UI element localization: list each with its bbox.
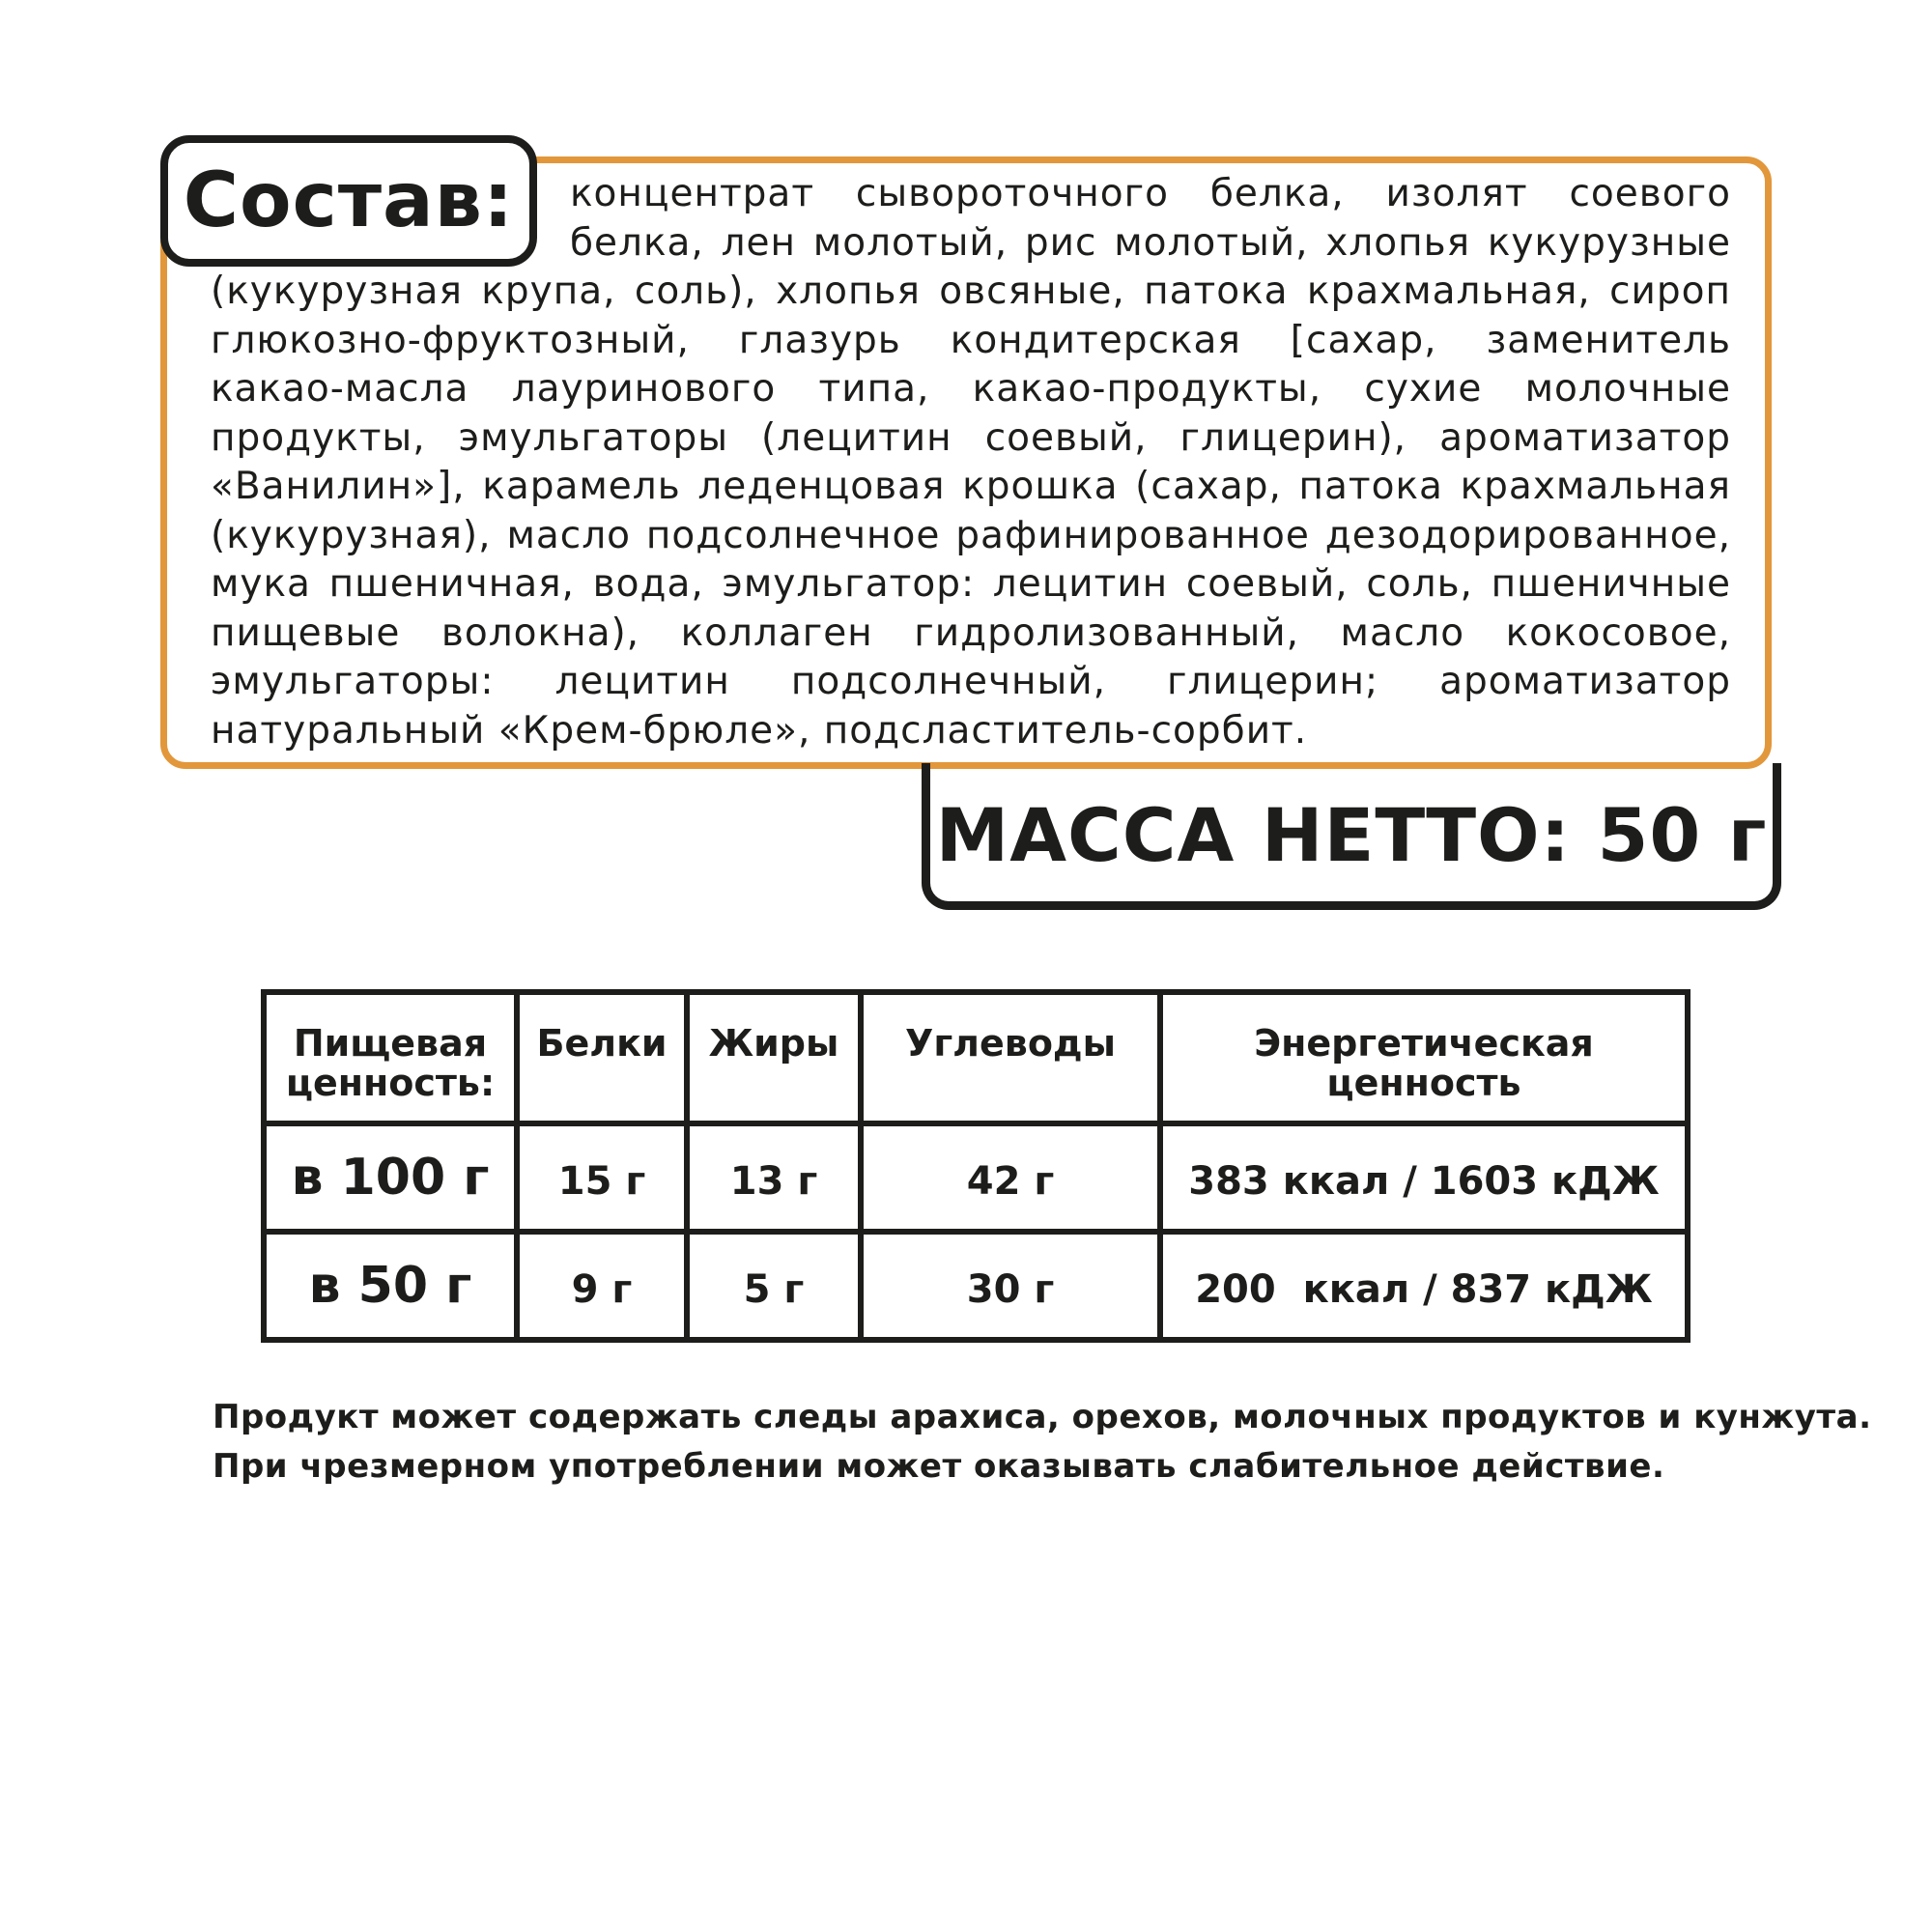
- protein-50g: 9 г: [517, 1232, 687, 1340]
- row-label-100g: в 100 г: [264, 1123, 517, 1232]
- laxative-note: При чрезмерном употреблении может оказывать слабительное действие.: [213, 1447, 1665, 1486]
- nutrition-table: [261, 989, 1690, 1343]
- energy-50g: 200 ккал / 837 кДЖ: [1160, 1232, 1688, 1340]
- fat-50g: 5 г: [687, 1232, 861, 1340]
- composition-title: Состав:: [160, 135, 537, 267]
- net-mass-label: МАССА НЕТТО: 50 г: [922, 763, 1781, 910]
- allergen-note: Продукт может содержать следы арахиса, орехов, молочных продуктов и кунжута.: [213, 1398, 1872, 1436]
- carbs-50g: 30 г: [861, 1232, 1160, 1340]
- energy-100g: 383 ккал / 1603 кДЖ: [1160, 1123, 1688, 1232]
- carbs-100g: 42 г: [861, 1123, 1160, 1232]
- protein-100g: 15 г: [517, 1123, 687, 1232]
- table-row: [264, 1232, 1688, 1340]
- warning-notes: [213, 1393, 1872, 1492]
- header-nutrition-value: Пищевая ценность:: [264, 992, 517, 1123]
- header-energy: Энергетическая ценность: [1160, 992, 1688, 1123]
- table-row: [264, 1123, 1688, 1232]
- table-header-row: [264, 992, 1688, 1123]
- row-label-50g: в 50 г: [264, 1232, 517, 1340]
- header-fat: Жиры: [687, 992, 861, 1123]
- fat-100g: 13 г: [687, 1123, 861, 1232]
- composition-text: концентрат сывороточного белка, изолят соевого белка, лен молотый, рис молотый, хлопья кукурузные (кукурузная крупа, соль), хлопья овсяные, патока крахмальная, сироп глюкозно-фруктозный, глазурь кондитерская [сахар, заменитель какао-масла лауринового типа, какао-продукты, сухие молочные продукты, эмульгаторы (лецитин соевый, глицерин), ароматизатор «Ванилин»], карамель леденцовая крошка (сахар, патока крахмальная (кукурузная), масло подсолнечное рафинированное дезодорированное, мука пшеничная, вода, эмульгатор: лецитин соевый, соль, пшеничные пищевые волокна), коллаген гидролизованный, масло кокосовое, эмульгаторы: лецитин подсолнечный, глицерин; ароматизатор натуральный «Крем-брюле», подсластитель-сорбит.: [211, 172, 1731, 753]
- header-carbs: Углеводы: [861, 992, 1160, 1123]
- header-protein: Белки: [517, 992, 687, 1123]
